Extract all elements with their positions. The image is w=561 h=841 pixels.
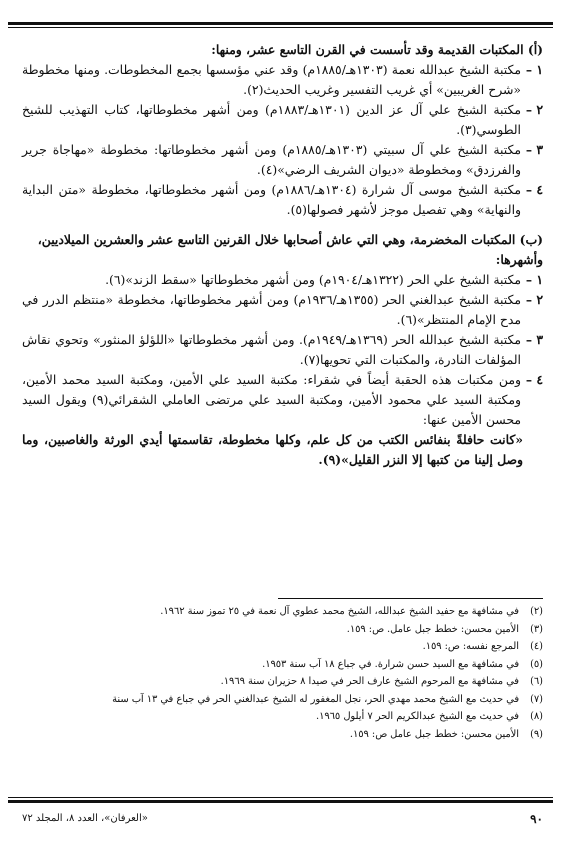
footnote-number: (٣): [530, 623, 543, 635]
footnote-number: (٨): [530, 711, 543, 722]
section-a: [22, 40, 543, 220]
footnote-text: الأمين محسن: خطط جبل عامل ص: ١٥٩.: [349, 728, 519, 740]
bottom-rule-thick: [8, 800, 553, 803]
top-rule-thin: [8, 27, 553, 28]
page-number: ٩٠: [530, 812, 543, 826]
footnote: [24, 691, 543, 709]
item-text: مكتبة الشيخ عبدالله نعمة (١٣٠٣هـ/١٨٨٥م) وقد عني مؤسسها بجمع المخطوطات. ومنها مخطوطة «شرح الغريبين» أي غريب التفسير وغريب الحديث(٢).: [22, 62, 521, 97]
item-text: مكتبة الشيخ علي آل سبيتي (١٣٠٣هـ/١٨٨٥م) ومن أشهر مخطوطاتها: مخطوطة «مهاجاة جرير والفرزدق» ومخطوطة «ديوان الشريف الرضي»(٤).: [22, 142, 521, 177]
item-text: مكتبة الشيخ علي آل عز الدين (١٣٠١هـ/١٨٨٣م) ومن أشهر مخطوطاتها، كتاب التهذيب للشيخ الطوسي(٣).: [22, 102, 521, 137]
body-text: [22, 40, 543, 470]
list-item: [22, 180, 543, 220]
page-footer: [22, 810, 543, 828]
footnote-text: في مشافهة مع السيد حسن شرارة. في جباع ١٨ آب سنة ١٩٥٣.: [262, 658, 519, 670]
footnotes: [24, 603, 543, 743]
item-number: ٣ –: [525, 142, 543, 157]
footnote: [24, 708, 543, 726]
list-item: [22, 290, 543, 330]
footnote-number: (٤): [530, 641, 543, 652]
footnote-number: (٥): [530, 658, 543, 670]
bottom-rule-thin: [8, 797, 553, 798]
footnote-text: في حديث مع الشيخ محمد مهدي الحر، نجل المغفور له الشيخ عبدالغني الحر في جباع في ١٣ آب سنة: [112, 693, 519, 705]
footnote: [24, 621, 543, 639]
top-rule-thick: [8, 22, 553, 25]
item-number: ٤ –: [525, 372, 543, 387]
list-item: [22, 60, 543, 100]
item-text: مكتبة الشيخ علي الحر (١٣٢٢هـ/١٩٠٤م) ومن أشهر مخطوطاتها «سقط الزند»(٦).: [105, 272, 521, 287]
section-b: [22, 230, 543, 470]
footnote-text: المرجع نفسه: ص: ١٥٩.: [422, 641, 519, 652]
footnote: [24, 638, 543, 656]
item-text: مكتبة الشيخ عبدالله الحر (١٣٦٩هـ/١٩٤٩م). ومن أشهر مخطوطاتها «اللؤلؤ المنثور» وتحوي نقاش المؤلفات النادرة، والمكتبات التي تحويها(٧).: [22, 332, 521, 367]
footnote-text: في مشافهة مع حفيد الشيخ عبدالله، الشيخ محمد عطوي آل نعمة في ٢٥ تموز سنة ١٩٦٢.: [160, 606, 519, 617]
footnote: [24, 656, 543, 674]
item-number: ١ –: [525, 272, 543, 287]
item-number: ٤ –: [525, 182, 543, 197]
list-item: [22, 100, 543, 140]
item-number: ٣ –: [525, 332, 543, 347]
block-quote: «كانت حافلةً بنفائس الكتب من كل علم، وكلها مخطوطة، تقاسمتها أيدي الورثة والغاصبين، وما وصل إلينا من كتبها إلا النزر القليل»(٩).: [22, 432, 523, 467]
footnote: [24, 726, 543, 744]
footnote: [24, 673, 543, 691]
section-a-heading: (أ) المكتبات القديمة وقد تأسست في القرن التاسع عشر، ومنها:: [211, 42, 543, 57]
item-number: ٢ –: [525, 102, 543, 117]
item-number: ١ –: [525, 62, 543, 77]
list-item: [22, 270, 543, 290]
list-item: [22, 330, 543, 370]
item-text: ومن مكتبات هذه الحقبة أيضاً في شقراء: مكتبة السيد علي الأمين، ومكتبة السيد محمد الأمين، ومكتبة السيد علي محمود الأمين، ومكتبة السيد علي مرتضى العاملي الشقرائي(٩) ويقول السيد محسن الأمين عنها:: [22, 372, 521, 427]
list-item: [22, 370, 543, 430]
section-b-heading: (ب) المكتبات المخضرمة، وهي التي عاش أصحابها خلال القرنين التاسع عشر والعشرين الميلاديين، وأشهرها:: [37, 232, 543, 267]
footnote: [24, 603, 543, 621]
footnote-text: في مشافهة مع المرحوم الشيخ عارف الحر في صيدا ٨ حزيران سنة ١٩٦٩.: [220, 676, 519, 687]
journal-citation: «العرفان»، العدد ٨، المجلد ٧٢: [22, 813, 148, 824]
footnote-number: (٩): [530, 728, 543, 740]
footnote-number: (٧): [530, 693, 543, 705]
item-text: مكتبة الشيخ موسى آل شرارة (١٣٠٤هـ/١٨٨٦م) ومن أشهر مخطوطاتها، مخطوطة «متن البداية والنهاية» وهي تفصيل موجز لأشهر فصولها(٥).: [22, 182, 521, 217]
footnote-rule: [278, 598, 543, 599]
footnote-number: (٦): [530, 676, 543, 687]
item-number: ٢ –: [525, 292, 543, 307]
list-item: [22, 140, 543, 180]
item-text: مكتبة الشيخ عبدالغني الحر (١٣٥٥هـ/١٩٣٦م) ومن أشهر مخطوطاتها، مخطوطة «منتظم الدرر في مدح الإمام المنتظر»(٦).: [22, 292, 521, 327]
footnote-text: الأمين محسن: خطط جبل عامل. ص: ١٥٩.: [346, 623, 519, 635]
footnote-number: (٢): [530, 606, 543, 617]
footnote-text: في حديث مع الشيخ عبدالكريم الحر ٧ أيلول ١٩٦٥.: [316, 711, 519, 722]
